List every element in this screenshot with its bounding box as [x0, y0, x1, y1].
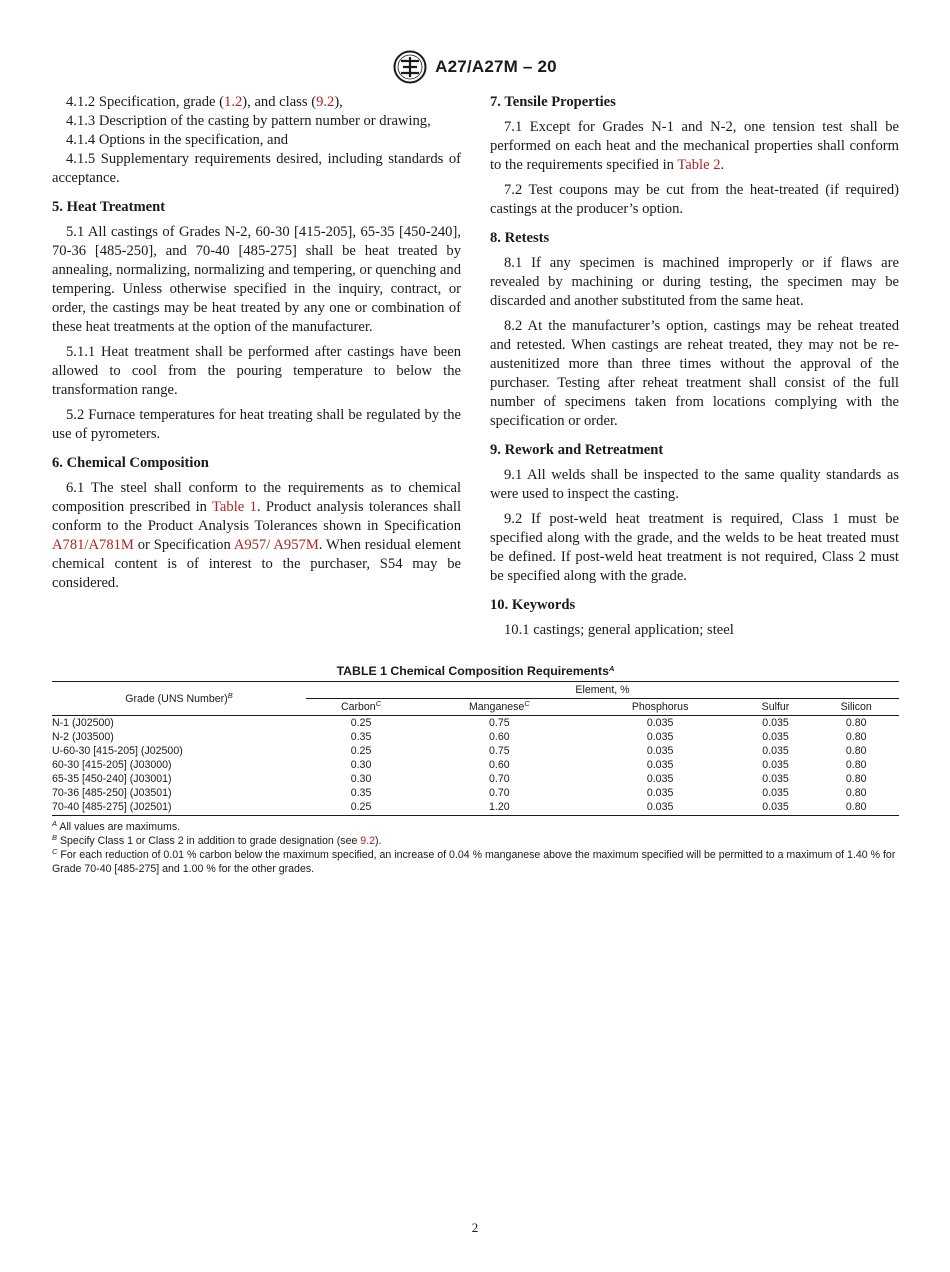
value-cell: 0.30 [350, 759, 372, 771]
table-row [52, 758, 899, 772]
grade-cell: U-60-30 [415-205] (J02500) [52, 745, 183, 757]
value-cell: 0.70 [489, 787, 510, 799]
section-heading-5: 5. Heat Treatment [52, 199, 166, 215]
paragraph-7-2: 7.2 Test coupons may be cut from the heat-treated (if required) castings at the producer’s option. [490, 182, 899, 217]
value-cell: 0.80 [845, 787, 867, 799]
column-header: Silicon [813, 699, 899, 716]
link-section-9-2-footnote[interactable]: 9.2 [360, 835, 376, 847]
value-cell: 0.035 [646, 787, 674, 799]
column-header: Sulfur [738, 699, 814, 716]
value-cell: 0.035 [646, 731, 674, 743]
value-cell: 0.80 [845, 773, 867, 785]
section-heading-10: 10. Keywords [490, 597, 576, 613]
table-row [52, 716, 899, 731]
grade-cell: 70-40 [485-275] (J02501) [52, 800, 306, 816]
value-cell: 0.80 [845, 717, 867, 729]
paragraph-5-1-1: 5.1.1 Heat treatment shall be performed after castings have been allowed to cool from the pouring temperature to below the transformation range. [52, 344, 461, 398]
paragraph-4-1-2: 4.1.2 Specification, grade (1.2), and class (9.2), [66, 94, 343, 110]
column-header: Carbon$^C$ [306, 699, 416, 716]
value-cell: 0.25 [350, 745, 372, 757]
paragraph-5-2: 5.2 Furnace temperatures for heat treating shall be regulated by the use of pyrometers. [52, 407, 461, 442]
footnote-b: $^B$ Specify Class 1 or Class 2 in addition to grade designation (see 9.2). [52, 833, 382, 847]
value-cell: 0.75 [489, 745, 510, 757]
link-section-1-2[interactable]: 1.2 [224, 94, 243, 110]
footnote-a: $^A$ All values are maximums. [52, 819, 181, 833]
value-cell: 0.035 [646, 759, 674, 771]
value-cell: 1.20 [416, 800, 583, 816]
section-heading-8: 8. Retests [490, 230, 550, 246]
paragraph-4-1-5: 4.1.5 Supplementary requirements desired, including standards of acceptance. [52, 151, 461, 186]
document-designation: A27/A27M – 20 [435, 57, 557, 76]
grade-column-header: Grade (UNS Number)$^B$ [52, 682, 306, 716]
value-cell: 0.035 [762, 717, 789, 729]
value-cell: 0.035 [738, 800, 814, 816]
value-cell: 0.35 [350, 731, 372, 743]
value-cell: 0.035 [583, 800, 738, 816]
grade-cell: 65-35 [450-240] (J03001) [52, 773, 172, 785]
link-a957[interactable]: A957/ A957M [233, 537, 319, 553]
table-footnotes [52, 820, 899, 876]
section-heading-9: 9. Rework and Retreatment [490, 442, 664, 458]
paragraph-9-1: 9.1 All welds shall be inspected to the same quality standards as were used to inspect the casting. [490, 467, 899, 502]
value-cell: 0.75 [489, 717, 510, 729]
paragraph-8-2: 8.2 At the manufacturer’s option, castings may be reheat treated and retested. When castings are reheat treated, they may not be re-austenitized more than three times without the approval of the purchaser. Testing after reheat treatment shall consist of the full number of specimens taken from locations complying with the specification or order. [490, 318, 899, 429]
right-column [490, 93, 899, 646]
column-header: Phosphorus [583, 699, 738, 716]
page-number: 2 [471, 1220, 479, 1235]
value-cell: 0.35 [350, 787, 372, 799]
value-cell: 0.70 [489, 773, 510, 785]
value-cell: 0.035 [646, 745, 674, 757]
value-cell: 0.25 [306, 800, 416, 816]
table-row [52, 786, 899, 800]
value-cell: 0.80 [845, 745, 867, 757]
value-cell: 0.035 [762, 745, 789, 757]
grade-cell: N-1 (J02500) [52, 717, 114, 729]
grade-cell: 60-30 [415-205] (J03000) [52, 759, 172, 771]
paragraph-6-1: 6.1 The steel shall conform to the requirements as to chemical composition prescribed in Table 1. Product analysis tolerances shall conform to the Product Analysis Tolerances shown in Specification A781/A781M or Specification A957/ A957M. When residual element chemical content is of interest to the purchaser, S54 may be considered. [52, 480, 462, 591]
element-group-header: Element, % [306, 682, 899, 699]
paragraph-4-1-4: 4.1.4 Options in the specification, and [66, 132, 289, 148]
value-cell: 0.30 [350, 773, 372, 785]
link-table-1[interactable]: Table 1 [212, 499, 257, 515]
value-cell: 0.25 [350, 717, 372, 729]
value-cell: 0.035 [646, 717, 674, 729]
paragraph-10-1: 10.1 castings; general application; steel [504, 622, 734, 638]
link-a781[interactable]: A781/A781M [52, 537, 134, 553]
value-cell: 0.80 [845, 731, 867, 743]
section-heading-6: 6. Chemical Composition [52, 455, 209, 471]
table-row [52, 772, 899, 786]
paragraph-4-1-3: 4.1.3 Description of the casting by pattern number or drawing, [66, 113, 431, 129]
table-row [52, 744, 899, 758]
paragraph-9-2: 9.2 If post-weld heat treatment is required, Class 1 must be specified along with the grade, and the welds to be heat treated must be defined. If post-weld heat treatment is not required, Class 2 must be specified along with the grade. [490, 511, 899, 584]
paragraph-7-1: 7.1 Except for Grades N-1 and N-2, one tension test shall be performed on each heat and the mechanical properties shall conform to the requirements specified in Table 2. [490, 119, 899, 173]
grade-cell: 70-36 [485-250] (J03501) [52, 787, 172, 799]
table-1-block [52, 664, 899, 876]
value-cell: 0.60 [489, 759, 510, 771]
value-cell: 0.80 [813, 800, 899, 816]
link-table-2[interactable]: Table 2 [677, 157, 721, 173]
section-heading-7: 7. Tensile Properties [490, 94, 616, 110]
paragraph-8-1: 8.1 If any specimen is machined improperly or if flaws are revealed by machining or during testing, the specimen may be discarded and another substituted from the same heat. [490, 255, 899, 309]
page-header [0, 50, 950, 84]
value-cell: 0.035 [646, 773, 674, 785]
paragraph-5-1: 5.1 All castings of Grades N-2, 60-30 [415-205], 65-35 [450-240], 70-36 [485-250], and 70-40 [485-275] shall be heat treated by annealing, normalizing, normalizing and tempering, or quenching and tempering. Unless otherwise specified in the inquiry, contract, or order, the castings may be heat treated by any one or combination of these heat treatments at the option of the manufacturer. [52, 224, 461, 335]
footnote-c: $^C$ For each reduction of 0.01 % carbon below the maximum specified, an increase of 0.04 % manganese above the maximum specified will be permitted to a maximum of 1.40 % for Grade 70-40 [485-275] and 1.00 % for the other grades. [52, 847, 896, 875]
chemical-composition-table [52, 681, 899, 816]
column-header: Manganese$^C$ [416, 699, 583, 716]
table-title: TABLE 1 Chemical Composition Requirements$^A$ [336, 664, 615, 678]
value-cell: 0.035 [762, 731, 789, 743]
left-column [52, 93, 461, 599]
table-row [52, 730, 899, 744]
grade-cell: N-2 (J03500) [52, 731, 114, 743]
value-cell: 0.035 [762, 773, 789, 785]
value-cell: 0.035 [762, 787, 789, 799]
astm-logo [393, 50, 427, 84]
value-cell: 0.60 [489, 731, 510, 743]
link-section-9-2[interactable]: 9.2 [316, 94, 335, 110]
value-cell: 0.80 [845, 759, 867, 771]
value-cell: 0.035 [762, 759, 789, 771]
table-row [52, 800, 899, 816]
